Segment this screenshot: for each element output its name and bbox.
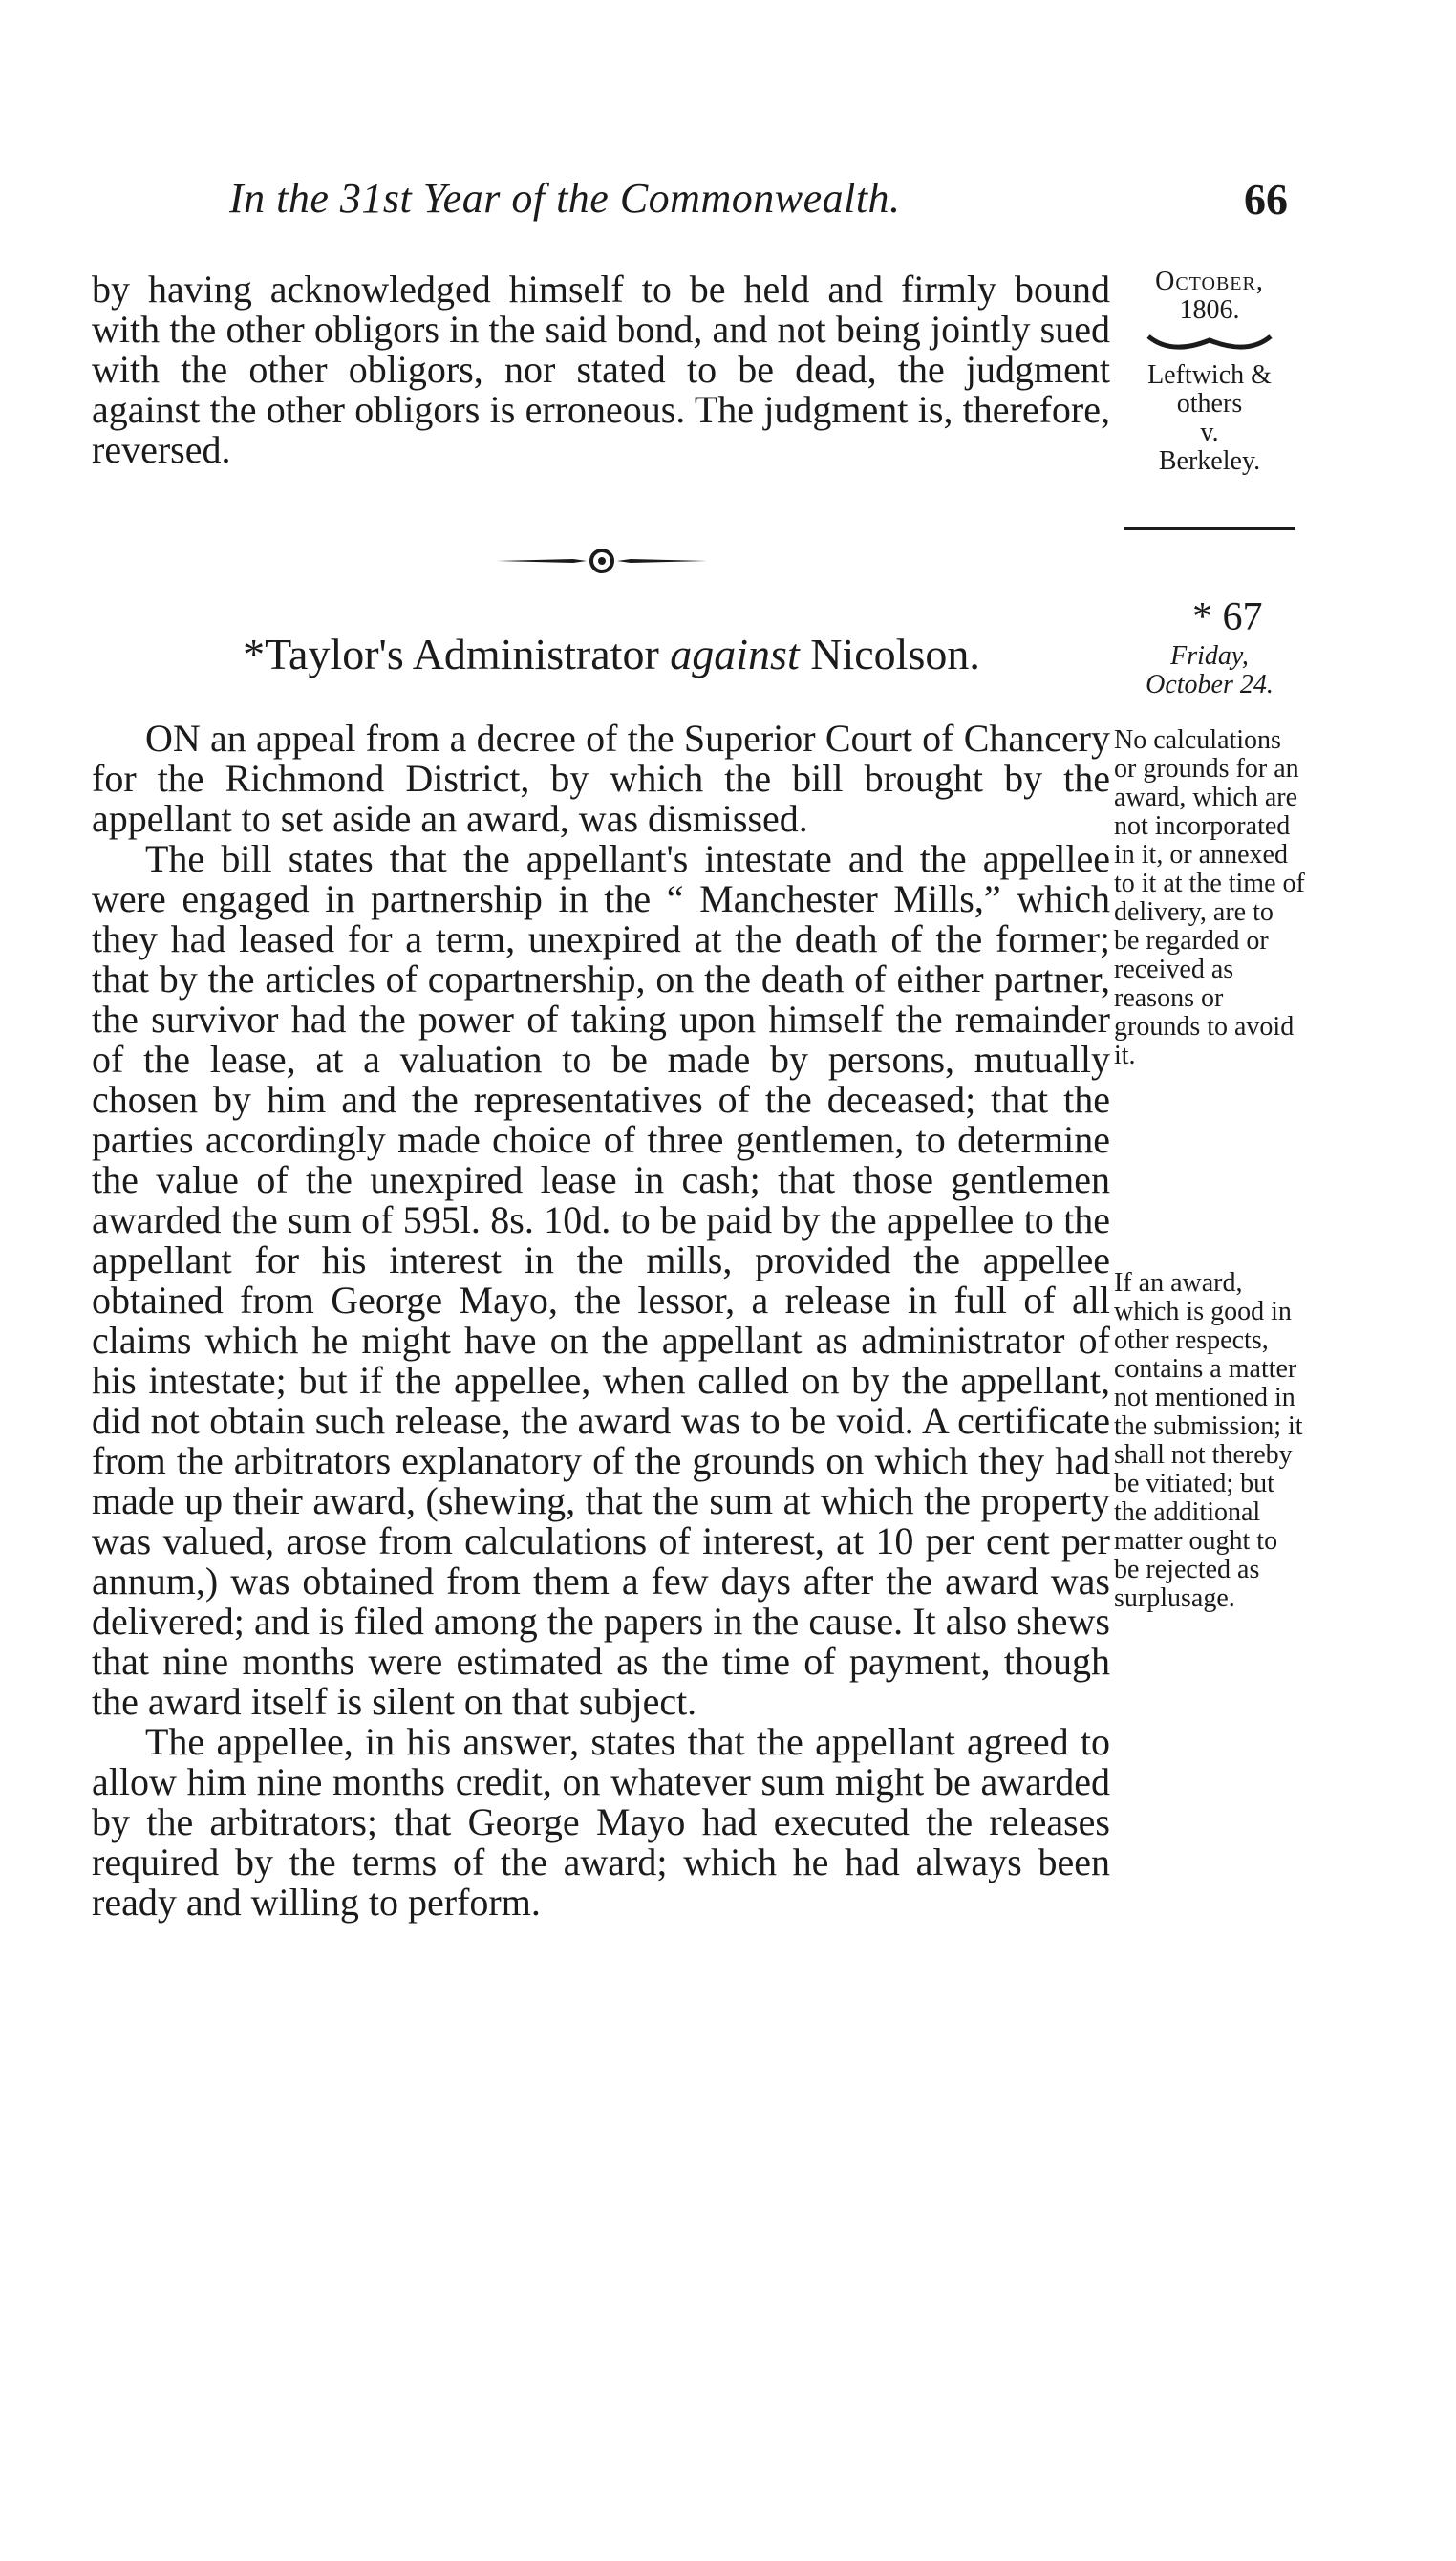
case-title-prefix: *Taylor's Administrator: [243, 630, 671, 678]
sidebar-rule: [1124, 527, 1295, 530]
marginal-note-award: If an award, which is good in other respects, contains a matter not mentioned in the submission; it shall not thereby be vitiated; but the additional matter ought to be rejected as surplusage.: [1114, 1268, 1303, 1613]
paragraph-bill: The bill states that the appellant's intestate and the appellee were engaged in partnership in the “ Manchester Mills,” which they had leased for a term, unexpired at the death of the former; that by the articles of copartnership, on the death of either partner, the survivor had the power of taking upon himself the remainder of the lease, at a valuation to be made by persons, mutually chosen by him and the representatives of the deceased; that the parties accordingly made choice of three gentlemen, to determine the value of the unexpired lease in cash; that those gentlemen awarded the sum of 595l. 8s. 10d. to be paid by the appellee to the appellant for his interest in the mills, provided the appellee obtained from George Mayo, the lessor, a release in full of all claims which he might have on the appellant as administrator of his intestate; but if the appellee, when called on by the appellant, did not obtain such release, the award was to be void. A certificate from the arbitrators explanatory of the grounds on which they had made up their award, (shewing, that the sum at which the property was valued, arose from calculations of interest, at 10 per cent per annum,) was obtained from them a few days after the award was delivered; and is filed among the papers in the cause. It also shews that nine months were estimated as the time of payment, though the award itself is silent on that subject.: [92, 837, 1110, 1723]
sidebar-versus: v.: [1200, 418, 1219, 447]
top-paragraph-text: by having acknowledged himself to be held and firmly bound with the other obligors in the said bond, and not being jointly sued with the other obligors, nor stated to be dead, the judgment against the other obligors is erroneous. The judgment is, therefore, reversed.: [92, 268, 1110, 471]
sidebar-case-reference: [1114, 268, 1305, 476]
running-header: In the 31st Year of the Commonwealth.: [229, 175, 901, 222]
top-paragraph: [92, 269, 1110, 470]
page-number: 66: [1244, 175, 1288, 224]
body-text: [92, 719, 1110, 1923]
section-ornament-icon: [487, 547, 717, 575]
sidebar-party-2: others: [1176, 389, 1243, 419]
case-title-against: against: [670, 630, 800, 678]
sidebar-party-1: Leftwich &: [1147, 360, 1272, 390]
paragraph-appeal: ON an appeal from a decree of the Superior Court of Chancery for the Richmond District, by which the bill brought by the appellant to set aside an award, was dismissed.: [92, 717, 1110, 840]
star-page-marker: * 67: [1192, 595, 1263, 639]
date-note-day: Friday,: [1170, 641, 1249, 671]
sidebar-year: 1806.: [1179, 295, 1240, 325]
sidebar-month: October,: [1155, 267, 1264, 296]
case-title-suffix: Nicolson.: [799, 630, 980, 678]
date-note-date: October 24.: [1146, 670, 1274, 699]
date-note: [1114, 642, 1305, 699]
sidebar-party-3: Berkeley.: [1158, 446, 1261, 476]
paragraph-answer: The appellee, in his answer, states that the appellant agreed to allow him nine months credit, on whatever sum might be awarded by the arbitrators; that George Mayo had executed the releases required by the terms of the award; which he had always been ready and willing to perform.: [92, 1720, 1110, 1924]
brace-ornament-icon: [1143, 329, 1276, 357]
marginal-note-calculations: No calculations or grounds for an award, which are not incorporated in it, or annexed to it at the time of delivery, are to be regarded or received as reasons or grounds to avoid it.: [1114, 725, 1305, 1070]
case-title: [182, 629, 1041, 679]
